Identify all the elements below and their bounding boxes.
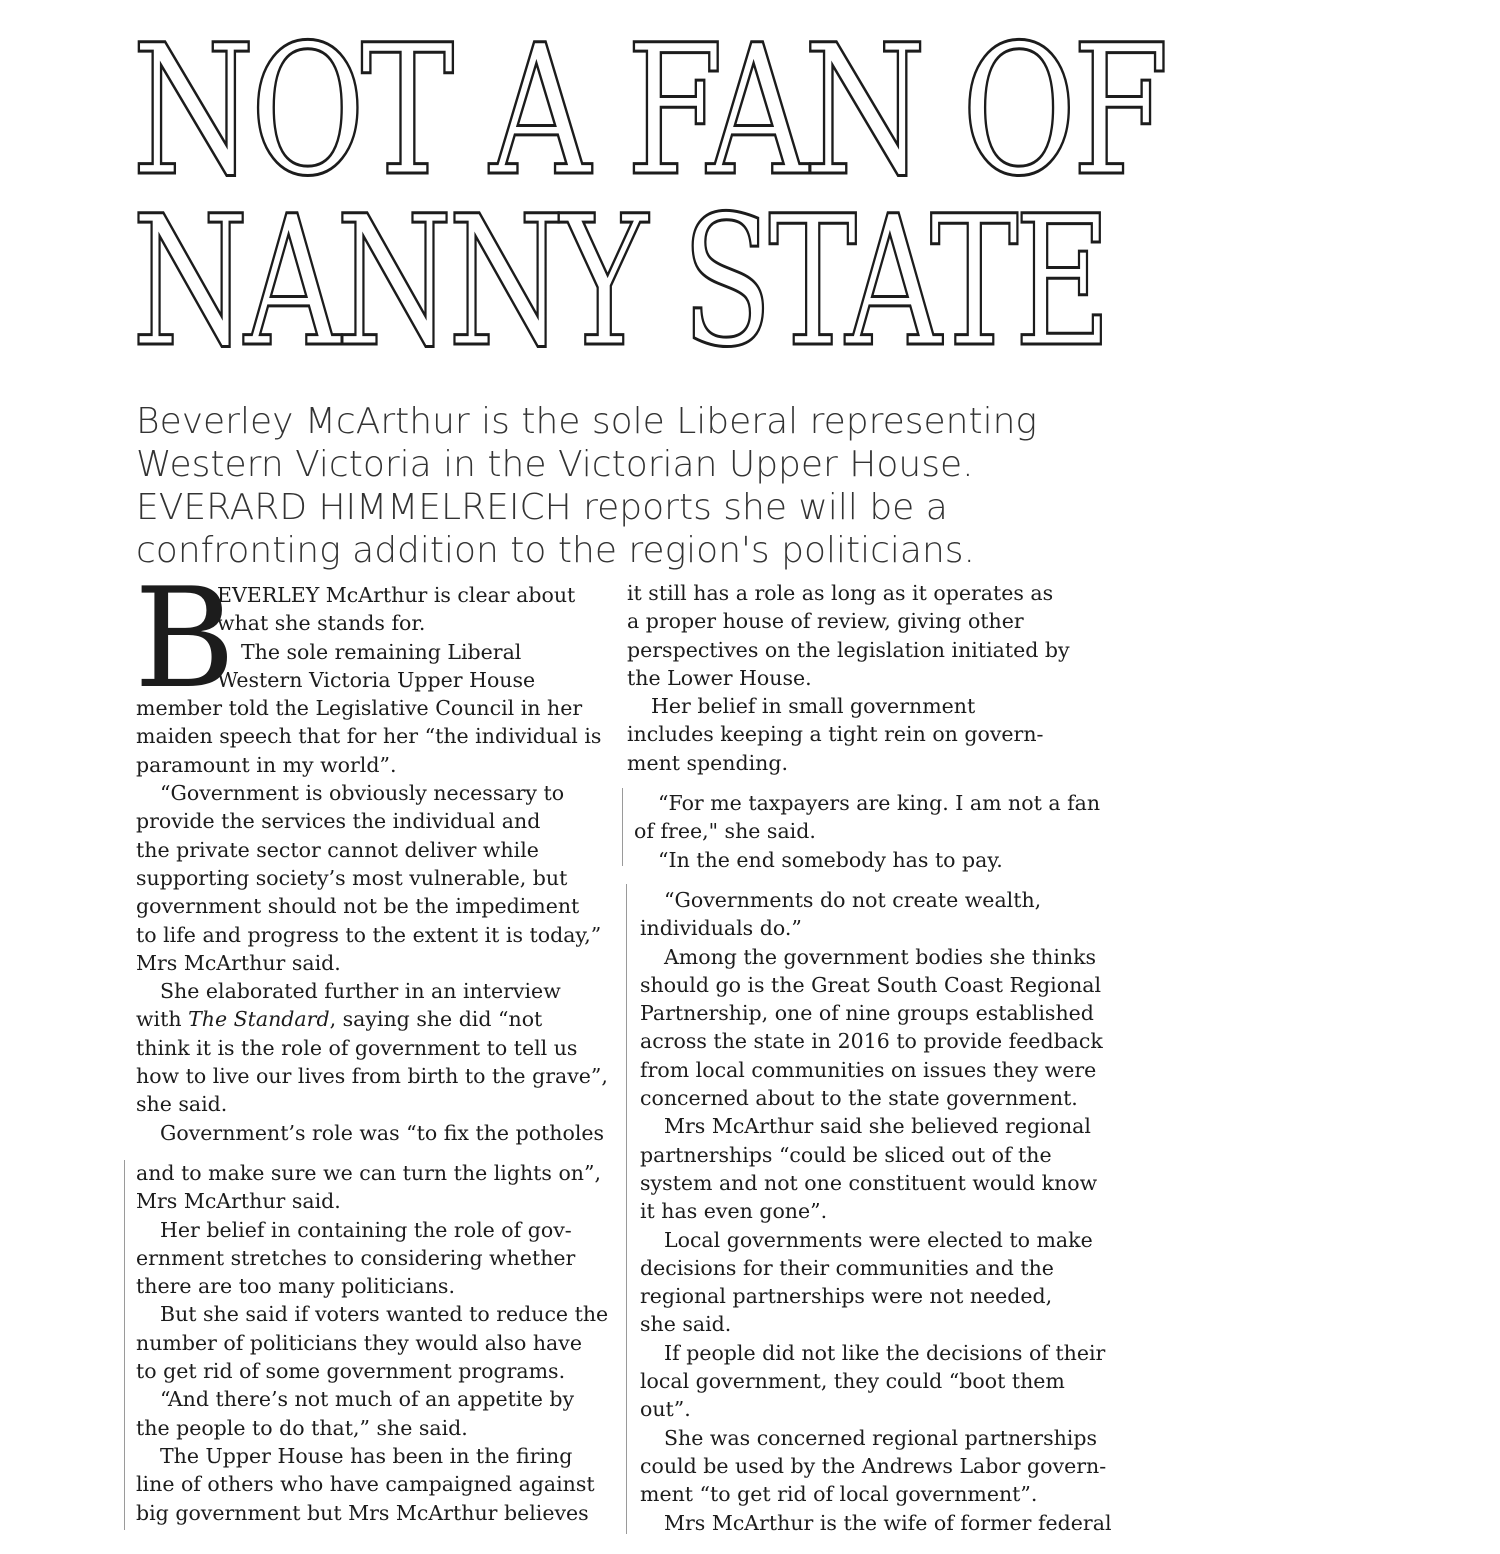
body-line: should go is the Great South Coast Regional [640, 972, 1102, 997]
body-line: could be used by the Andrews Labor govern- [640, 1453, 1107, 1478]
publication-name: The Standard [188, 1007, 330, 1032]
body-line: a proper house of review, giving other [627, 609, 1024, 634]
body-line: the Lower House. [627, 665, 812, 690]
body-line: supporting society’s most vulnerable, but [136, 865, 568, 890]
body-text: with [136, 1007, 189, 1032]
body-line: from local communities on issues they were [640, 1057, 1097, 1082]
body-line: “For me taxpayers are king. I am not a fan [658, 791, 1101, 815]
body-line: She was concerned regional partnerships [664, 1425, 1098, 1450]
body-line: If people did not like the decisions of their [664, 1340, 1106, 1365]
body-line: there are too many politicians. [136, 1274, 455, 1299]
body-line: includes keeping a tight rein on govern- [627, 722, 1044, 747]
body-line: she said. [640, 1312, 732, 1337]
body-line: out”. [640, 1397, 691, 1422]
body-line: government should not be the impediment [136, 894, 580, 919]
article-column-2 [627, 579, 1097, 777]
standfirst-line: confronting addition to the region's politicians. [136, 530, 975, 571]
body-line: Among the government bodies she thinks [664, 944, 1097, 969]
body-line: ernment stretches to considering whether [136, 1245, 576, 1270]
body-line: perspectives on the legislation initiated by [627, 637, 1070, 662]
body-line: big government but Mrs McArthur believes [136, 1500, 589, 1525]
body-line: line of others who have campaigned against [136, 1472, 595, 1497]
body-line: Western Victoria Upper House [217, 667, 536, 692]
body-line: But she said if voters wanted to reduce the [160, 1302, 609, 1327]
body-line: She elaborated further in an interview [160, 979, 561, 1004]
body-line: decisions for their communities and the [640, 1255, 1054, 1280]
body-line: and to make sure we can turn the lights on”, [136, 1160, 601, 1185]
body-line: ment “to get rid of local government”. [640, 1482, 1038, 1507]
column-rule [626, 884, 627, 1534]
body-line: to life and progress to the extent it is today,” [136, 922, 602, 947]
column-rule [622, 788, 623, 866]
body-line: The Upper House has been in the firing [160, 1443, 573, 1468]
body-line: the people to do that,” she said. [136, 1415, 468, 1440]
body-text: , saying she did “not [329, 1007, 543, 1032]
body-line: she said. [136, 1092, 228, 1117]
body-line: ment spending. [627, 750, 789, 775]
body-line: number of politicians they would also have [136, 1330, 582, 1355]
body-line [136, 1005, 606, 1033]
body-line: Her belief in containing the role of gov- [160, 1217, 572, 1242]
body-line: think it is the role of government to tell us [136, 1035, 578, 1060]
body-line: partnerships “could be sliced out of the [640, 1142, 1052, 1167]
body-line: Partnership, one of nine groups established [640, 1001, 1094, 1026]
body-line: regional partnerships were not needed, [640, 1284, 1053, 1309]
body-line: Mrs McArthur said she believed regional [664, 1114, 1091, 1139]
body-line: “In the end somebody has to pay. [658, 847, 1003, 872]
body-line: Her belief in small government [651, 694, 976, 719]
body-line: across the state in 2016 to provide feedback [640, 1029, 1103, 1054]
body-line: the private sector cannot deliver while [136, 837, 539, 862]
article-column-2-continued [640, 886, 1112, 1537]
body-line: Local governments were elected to make [664, 1227, 1093, 1252]
body-line: “And there’s not much of an appetite by [160, 1387, 575, 1412]
standfirst [136, 400, 1038, 572]
body-line: Mrs McArthur is the wife of former federal [664, 1510, 1112, 1535]
body-line: individuals do.” [640, 916, 802, 941]
body-line: “Governments do not create wealth, [664, 888, 1042, 912]
body-line: system and not one constituent would know [640, 1170, 1098, 1195]
body-line: “Government is obviously necessary to [160, 781, 565, 806]
body-line: The sole remaining Liberal [241, 639, 522, 664]
article-column-2-quote [634, 789, 1104, 874]
body-line: to get rid of some government programs. [136, 1359, 566, 1384]
drop-cap: B [134, 558, 236, 719]
body-line: what she stands for. [217, 611, 426, 636]
article-column-1 [136, 581, 609, 1527]
body-line: Mrs McArthur said. [136, 950, 341, 975]
standfirst-line: EVERARD HIMMELREICH reports she will be a [136, 487, 948, 528]
body-line: Mrs McArthur said. [136, 1189, 341, 1214]
body-line: paramount in my world”. [136, 752, 397, 777]
standfirst-line: Beverley McArthur is the sole Liberal representing [136, 401, 1038, 442]
body-line: Government’s role was “to fix the potholes [160, 1120, 605, 1145]
standfirst-line: Western Victoria in the Victorian Upper House. [136, 444, 974, 485]
body-line: of free," she said. [634, 819, 816, 844]
body-line: provide the services the individual and [136, 809, 541, 834]
body-line: how to live our lives from birth to the grave”, [136, 1064, 608, 1089]
body-line: maiden speech that for her “the individual is [136, 724, 602, 749]
body-line: it still has a role as long as it operates as [627, 581, 1054, 605]
body-line: local government, they could “boot them [640, 1369, 1065, 1394]
body-line: EVERLEY McArthur is clear about [217, 583, 576, 607]
headline-line-2: NANNY STATE [132, 178, 1108, 387]
body-line: concerned about to the state government. [640, 1086, 1078, 1111]
body-line: member told the Legislative Council in her [136, 696, 583, 721]
body-line: it has even gone”. [640, 1199, 828, 1224]
column-rule [124, 1160, 125, 1530]
headline-line-1: NOT A FAN OF [132, 7, 1165, 216]
